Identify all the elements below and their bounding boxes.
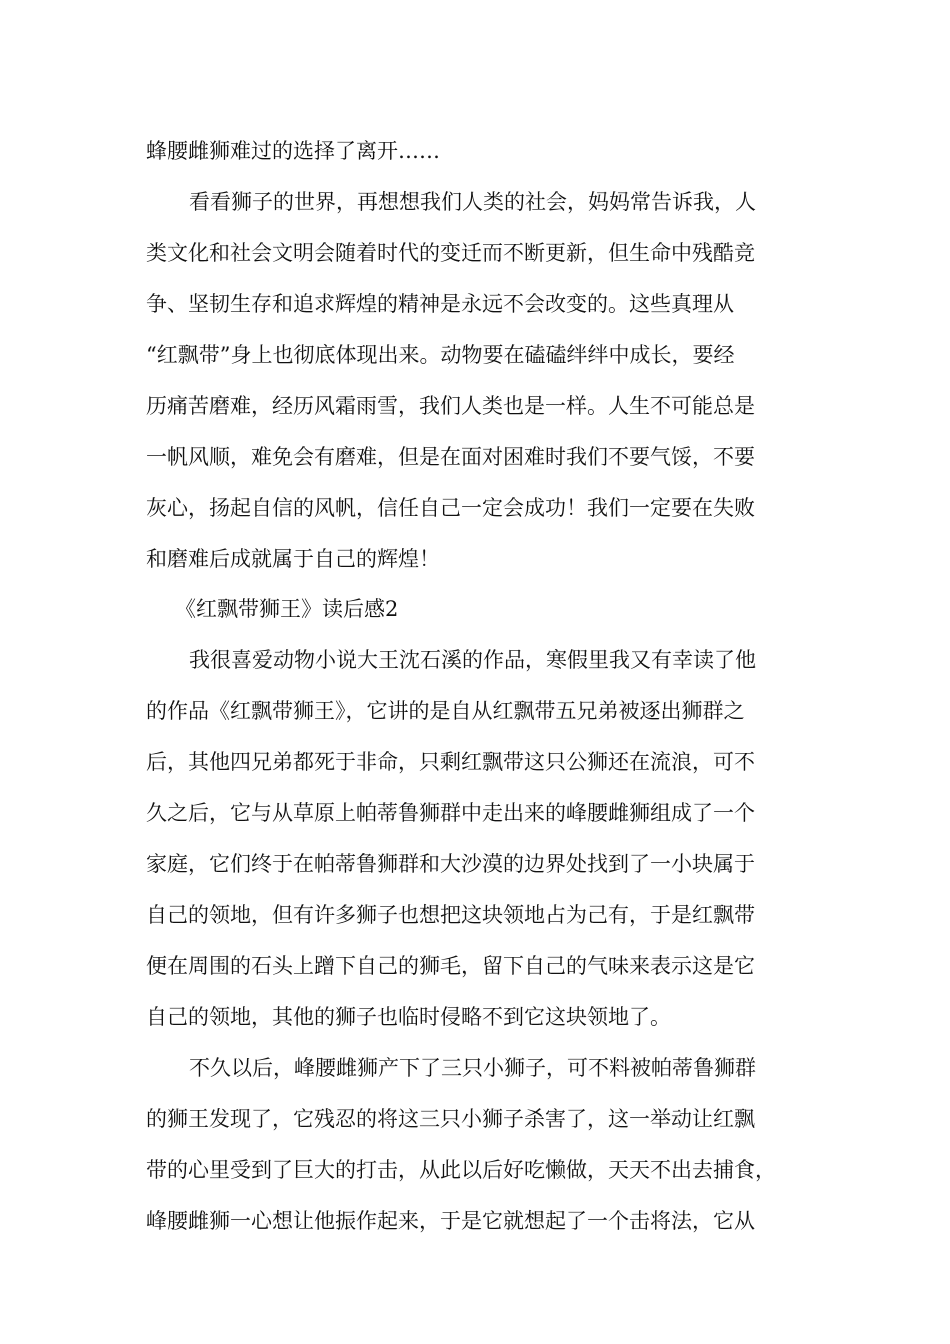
text-line: 带的心里受到了巨大的打击，从此以后好吃懒做，天天不出去捕食，: [146, 1158, 776, 1182]
text-line: 和磨难后成就属于自己的辉煌！: [146, 547, 440, 571]
text-line: 一帆风顺，难免会有磨难，但是在面对困难时我们不要气馁，不要: [146, 445, 755, 469]
text-line: “红飘带”身上也彻底体现出来。动物要在磕磕绊绊中成长，要经: [146, 343, 735, 367]
text-line: 类文化和社会文明会随着时代的变迁而不断更新，但生命中残酷竞: [146, 241, 755, 265]
text-line: 历痛苦磨难，经历风霜雨雪，我们人类也是一样。人生不可能总是: [146, 394, 755, 418]
text-line: 后，其他四兄弟都死于非命，只剩红飘带这只公狮还在流浪，可不: [146, 750, 755, 774]
text-line: 蜂腰雌狮难过的选择了离开……: [146, 139, 440, 163]
text-line: 便在周围的石头上蹭下自己的狮毛，留下自己的气味来表示这是它: [146, 954, 755, 978]
section-title: 《红飘带狮王》读后感2: [175, 597, 399, 621]
text-line: 自己的领地，但有许多狮子也想把这块领地占为己有，于是红飘带: [146, 903, 755, 927]
text-line: 争、坚韧生存和追求辉煌的精神是永远不会改变的。这些真理从: [146, 292, 734, 316]
text-line: 灰心，扬起自信的风帆，信任自己一定会成功！我们一定要在失败: [146, 496, 755, 520]
text-line: 家庭，它们终于在帕蒂鲁狮群和大沙漠的边界处找到了一小块属于: [146, 852, 755, 876]
text-line: 的作品《红飘带狮王》，它讲的是自从红飘带五兄弟被逐出狮群之: [146, 699, 745, 723]
paragraph-first-line: 看看狮子的世界，再想想我们人类的社会，妈妈常告诉我，人: [189, 190, 756, 214]
text-line: 自己的领地，其他的狮子也临时侵略不到它这块领地了。: [146, 1005, 671, 1029]
text-line: 久之后，它与从草原上帕蒂鲁狮群中走出来的峰腰雌狮组成了一个: [146, 801, 755, 825]
text-line: 峰腰雌狮一心想让他振作起来，于是它就想起了一个击将法，它从: [146, 1209, 755, 1233]
paragraph-first-line: 我很喜爱动物小说大王沈石溪的作品，寒假里我又有幸读了他: [189, 648, 756, 672]
paragraph-first-line: 不久以后，峰腰雌狮产下了三只小狮子，可不料被帕蒂鲁狮群: [189, 1056, 756, 1080]
text-line: 的狮王发现了，它残忍的将这三只小狮子杀害了，这一举动让红飘: [146, 1107, 755, 1131]
